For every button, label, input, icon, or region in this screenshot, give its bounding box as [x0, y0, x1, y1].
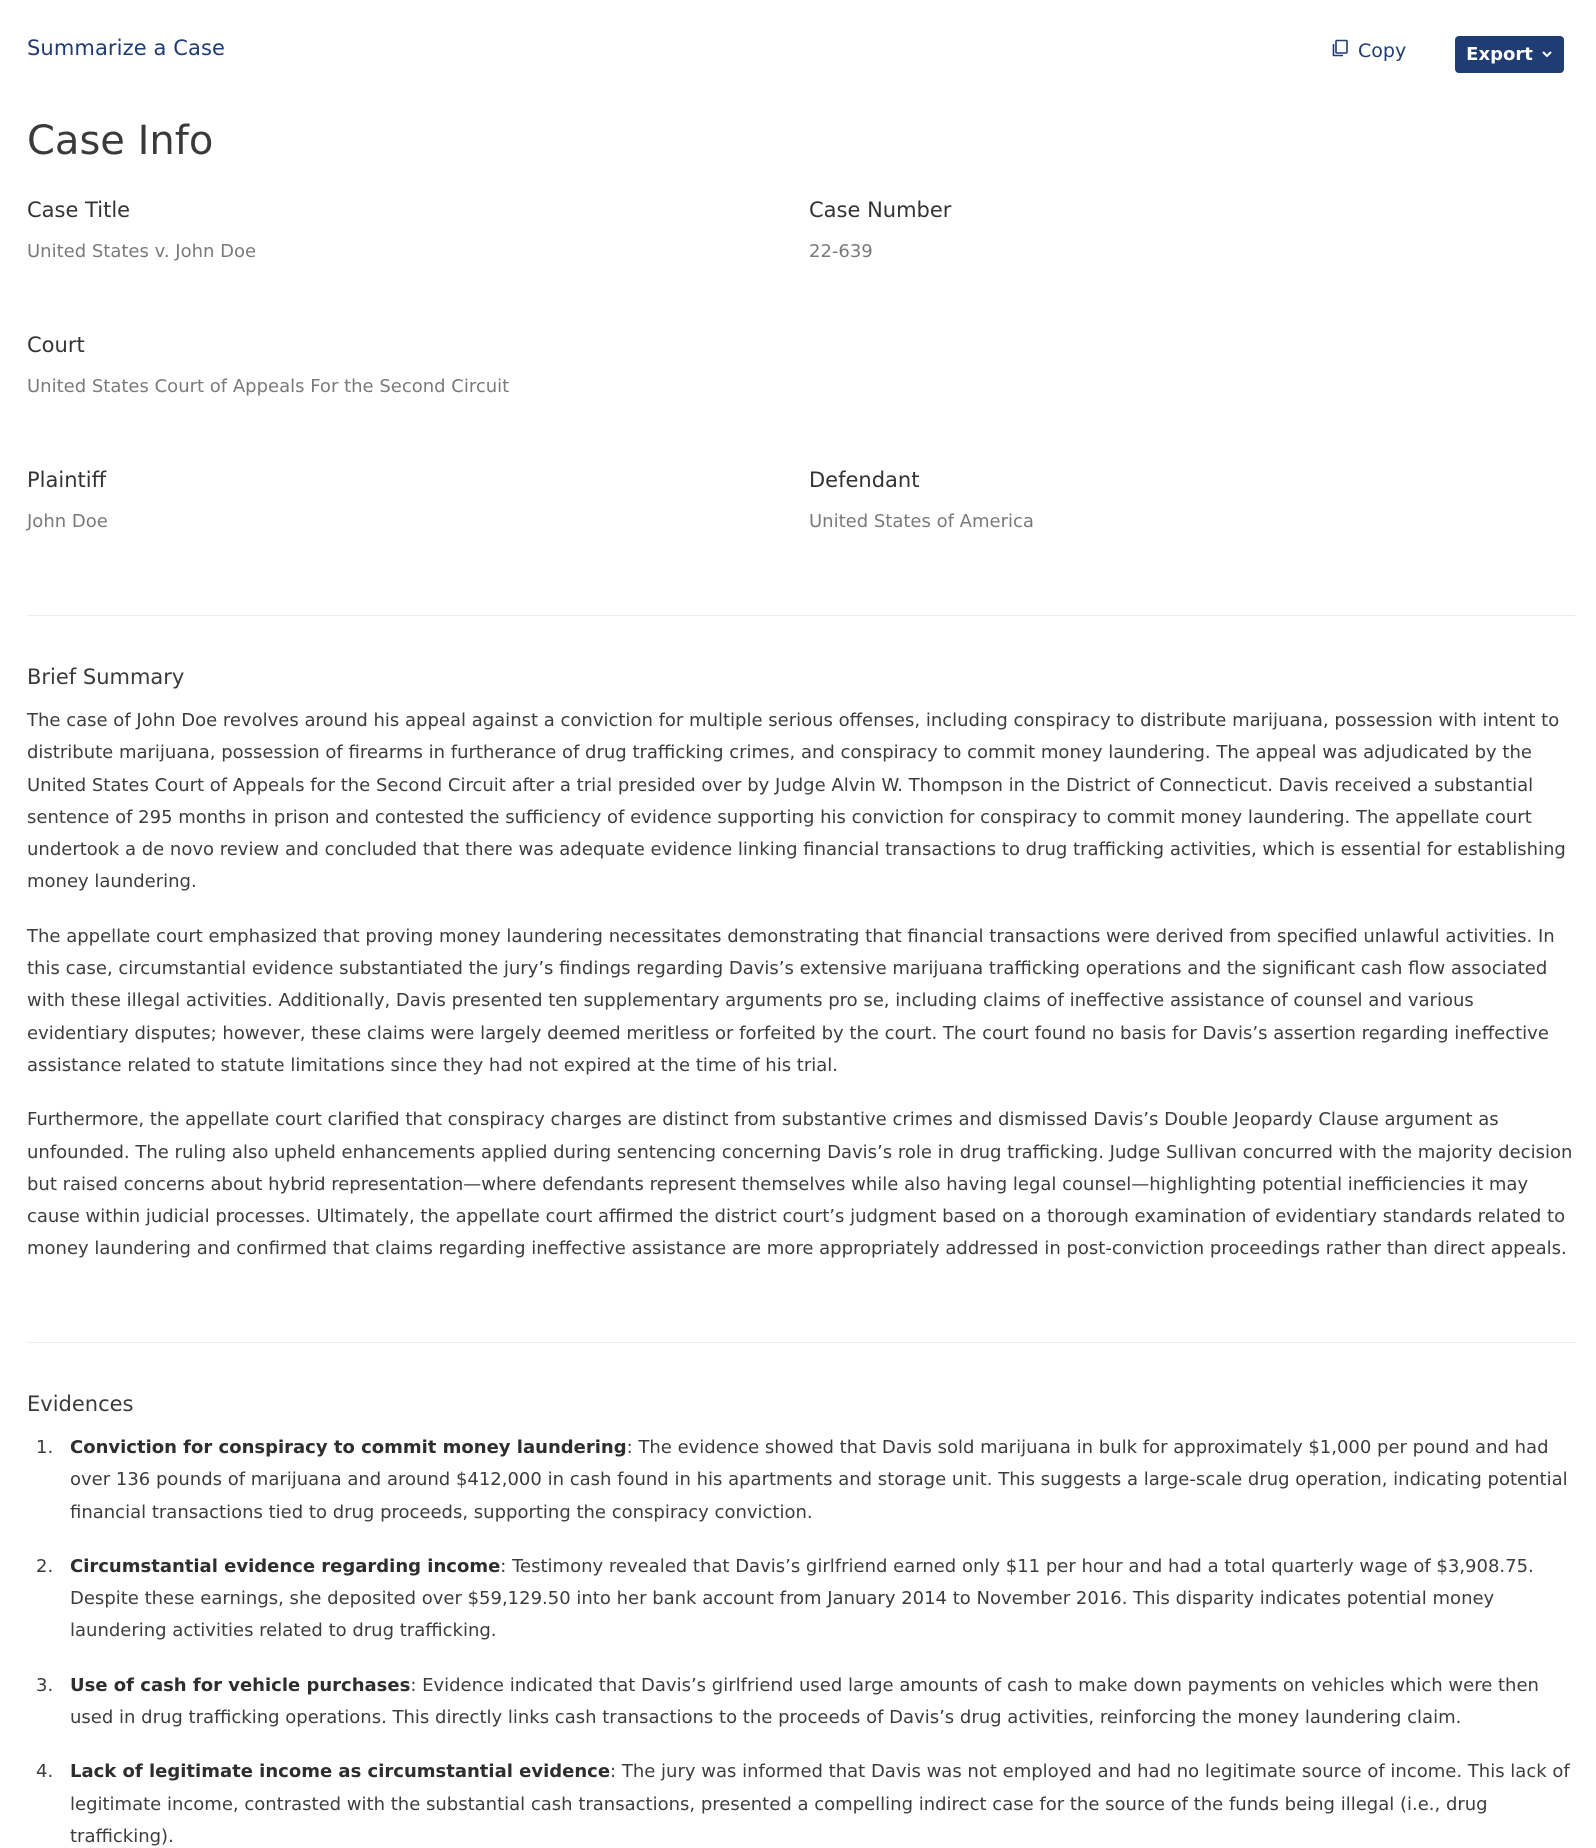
evidence-number: 2.: [36, 1555, 54, 1577]
court-field: [27, 333, 509, 397]
summary-paragraph: The case of John Doe revolves around his appeal against a conviction for multiple serious offenses, including conspiracy to distribute marijuana, possession with intent to distribute marijuana, possession of firearms in furtherance of drug trafficking crimes, and conspiracy to commit money laundering. The appeal was adjudicated by the United States Court of Appeals for the Second Circuit after a trial presided over by Judge Alvin W. Thompson in the District of Connecticut. Davis received a substantial sentence of 295 months in prison and contested the sufficiency of evidence supporting his conviction for conspiracy to commit money laundering. The appellate court undertook a de novo review and concluded that there was adequate evidence linking financial transactions to drug trafficking activities, which is essential for establishing money laundering.: [27, 710, 1566, 893]
plaintiff-field: [27, 468, 108, 532]
evidence-lead: Conviction for conspiracy to commit money laundering: [70, 1437, 627, 1458]
copy-button-label: Copy: [1358, 39, 1407, 62]
evidence-lead: Use of cash for vehicle purchases: [70, 1674, 411, 1696]
summary-paragraph: The appellate court emphasized that proving money laundering necessitates demonstrating that financial transactions were derived from specified unlawful activities. In this case, circumstantial evidence substantiated the jury’s findings regarding Davis’s extensive marijuana trafficking operations and the significant cash flow associated with these illegal activities. Additionally, Davis presented ten supplementary arguments pro se, including claims of ineffective assistance of counsel and various evidentiary disputes; however, these claims were largely deemed meritless or forfeited by the court. The court found no basis for Davis’s assertion regarding ineffective assistance related to statute limitations since they had not expired at the time of his trial.: [27, 925, 1555, 1076]
evidence-item: [27, 1551, 1575, 1648]
evidence-number: 3.: [36, 1674, 54, 1696]
evidence-item: [27, 1432, 1575, 1529]
export-button-label: Export: [1466, 44, 1533, 65]
court-value: United States Court of Appeals For the Second Circuit: [27, 376, 510, 397]
copy-button[interactable]: [1330, 38, 1406, 63]
evidence-number: 4.: [36, 1761, 54, 1783]
case-title-field: [27, 198, 256, 262]
chevron-down-icon: [1541, 44, 1553, 65]
case-number-label: Case Number: [809, 198, 952, 222]
summary-paragraph: Furthermore, the appellate court clarified that conspiracy charges are distinct from substantive crimes and dismissed Davis’s Double Jeopardy Clause argument as unfounded. The ruling also upheld enhancements applied during sentencing concerning Davis’s role in drug trafficking. Judge Sullivan concurred with the majority decision but raised concerns about hybrid representation—where defendants represent themselves while also having legal counsel—highlighting potential inefficiencies it may cause within judicial processes. Ultimately, the appellate court affirmed the district court’s judgment based on a thorough examination of evidentiary standards related to money laundering and confirmed that claims regarding ineffective assistance are more appropriately addressed in post-conviction proceedings rather than direct appeals.: [27, 1109, 1573, 1260]
court-label: Court: [27, 333, 85, 357]
evidences-list: [27, 1432, 1575, 1848]
defendant-value: United States of America: [809, 511, 1034, 532]
case-title-value: United States v. John Doe: [27, 241, 257, 262]
brief-summary-body: [27, 705, 1575, 1288]
evidence-text: : The evidence showed that Davis sold marijuana in bulk for approximately $1,000 per pound and had over 136 pounds of marijuana and around $412,000 in cash found in his apartments and storage unit. This suggests a large-scale drug operation, indicating potential financial transactions tied to drug proceeds, supporting the conspiracy conviction.: [70, 1437, 1568, 1523]
case-info-title: Case Info: [27, 118, 214, 164]
evidence-text: : The jury was informed that Davis was not employed and had no legitimate source of income. This lack of legitimate income, contrasted with the substantial cash transactions, presented a compelling indirect case for the source of the funds being illegal (i.e., drug trafficking).: [70, 1761, 1570, 1847]
copy-icon: [1330, 38, 1350, 63]
divider: [27, 1342, 1575, 1343]
evidence-lead: Lack of legitimate income as circumstantial evidence: [70, 1761, 611, 1783]
evidence-number: 1.: [36, 1437, 54, 1458]
case-number-field: [809, 198, 951, 262]
plaintiff-value: John Doe: [27, 511, 108, 532]
brief-summary-title: Brief Summary: [27, 665, 185, 689]
top-bar: [27, 0, 1575, 90]
evidence-text: : Testimony revealed that Davis’s girlfriend earned only $11 per hour and had a total quarterly wage of $3,908.75. Despite these earnings, she deposited over $59,129.50 into her bank account from January 2014 to November 2016. This disparity indicates potential money laundering activities related to drug trafficking.: [70, 1555, 1534, 1642]
defendant-field: [809, 468, 1034, 532]
evidence-item: [27, 1670, 1575, 1735]
app-title[interactable]: Summarize a Case: [27, 36, 226, 60]
case-number-value: 22-639: [809, 241, 873, 262]
divider: [27, 615, 1575, 616]
plaintiff-label: Plaintiff: [27, 468, 107, 492]
evidence-item: [27, 1756, 1575, 1848]
export-button[interactable]: [1455, 36, 1564, 73]
evidences-title: Evidences: [27, 1392, 134, 1416]
evidence-lead: Circumstantial evidence regarding income: [70, 1555, 501, 1577]
case-title-label: Case Title: [27, 198, 131, 222]
evidence-text: : Evidence indicated that Davis’s girlfriend used large amounts of cash to make down payments on vehicles which were then used in drug trafficking operations. This directly links cash transactions to the proceeds of Davis’s drug activities, reinforcing the money laundering claim.: [70, 1674, 1539, 1729]
defendant-label: Defendant: [809, 468, 920, 492]
